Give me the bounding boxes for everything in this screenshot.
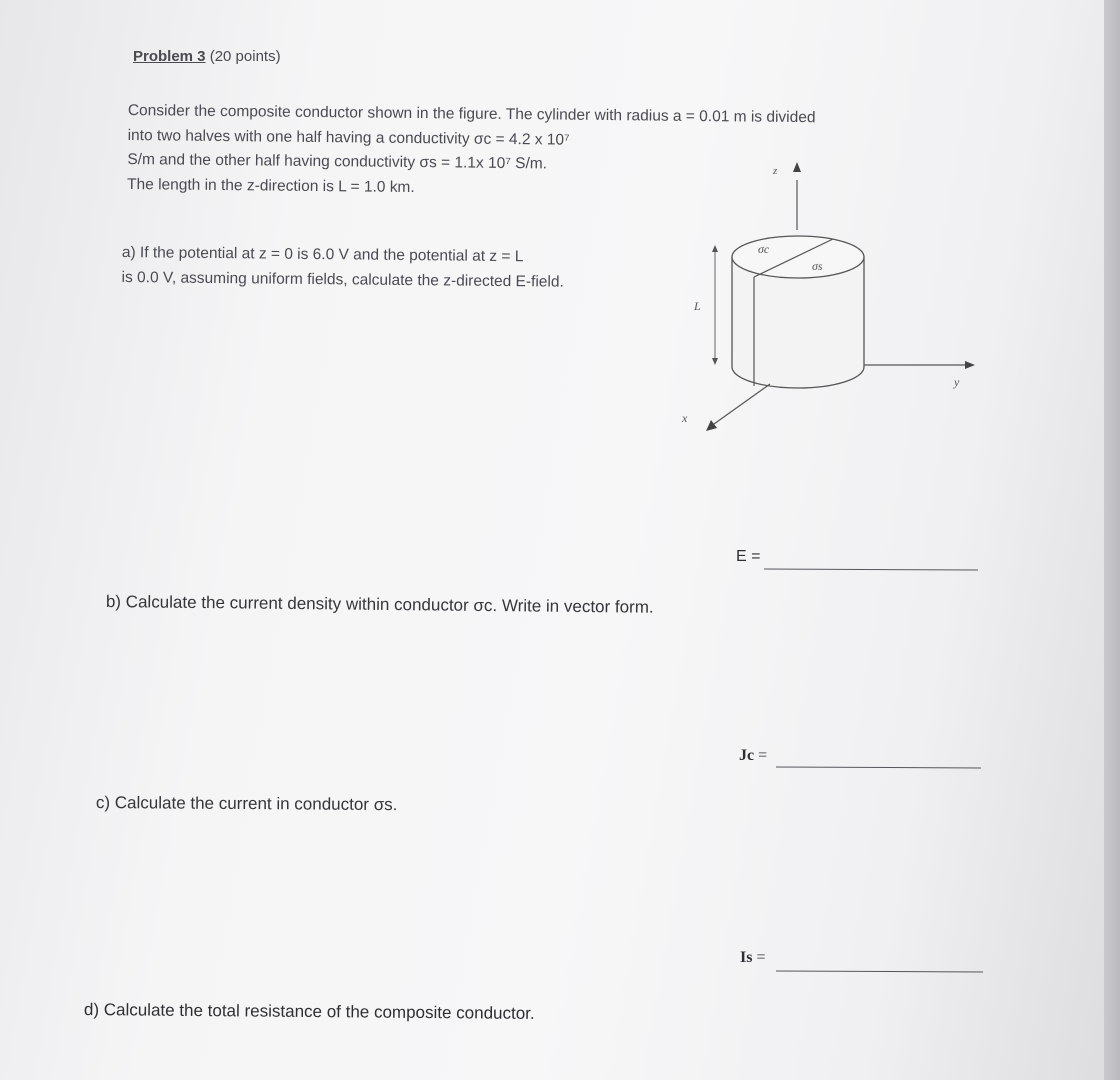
e-field-answer-label: E = [736,548,761,565]
sigma-c-label: σc [758,242,770,256]
x-axis [714,384,770,424]
paper-edge [1104,0,1120,1080]
sigma-s-label: σs [812,259,823,273]
part-a-line-1: a) If the potential at z = 0 is 6.0 V and the potential at z = L [121,243,524,266]
cylinder-top [732,236,864,278]
cylinder-figure [670,150,990,440]
jc-answer-label [739,747,767,765]
x-axis-label: x [682,411,688,425]
part-a-question [121,240,564,295]
is-equals: = [752,949,766,966]
part-c-question: c) Calculate the current in conductor σs. [95,793,398,815]
y-axis-label: y [954,375,960,389]
problem-points: (20 points) [209,48,281,65]
jc-equals: = [754,747,768,764]
intro-line-3: S/m and the other half having conductivity σs = 1.1x 10⁷ S/m. [127,150,548,173]
problem-name: Problem 3 [133,48,206,65]
is-symbol: Is [740,949,753,966]
part-b-question: b) Calculate the current density within conductor σc. Write in vector form. [105,592,654,617]
part-a-line-2: is 0.0 V, assuming uniform fields, calculate the z-directed E-field. [121,268,564,291]
intro-line-4: The length in the z-direction is L = 1.0 km. [127,175,415,196]
part-d-question: d) Calculate the total resistance of the composite conductor. [83,1000,535,1023]
is-answer-label [740,949,765,967]
z-axis-arrow [793,162,801,172]
problem-title [133,47,281,67]
length-arrow-top [712,245,718,252]
intro-line-2: into two halves with one half having a conductivity σc = 4.2 x 10⁷ [127,126,570,149]
y-axis-arrow [965,361,975,369]
jc-symbol: Jc [739,747,755,764]
length-arrow-bottom [712,358,718,365]
z-axis-label: z [773,165,778,177]
intro-line-1: Consider the composite conductor shown in the figure. The cylinder with radius a = 0.01 m is divided [127,101,816,127]
length-label: L [694,299,701,313]
x-axis-arrow [706,420,717,431]
